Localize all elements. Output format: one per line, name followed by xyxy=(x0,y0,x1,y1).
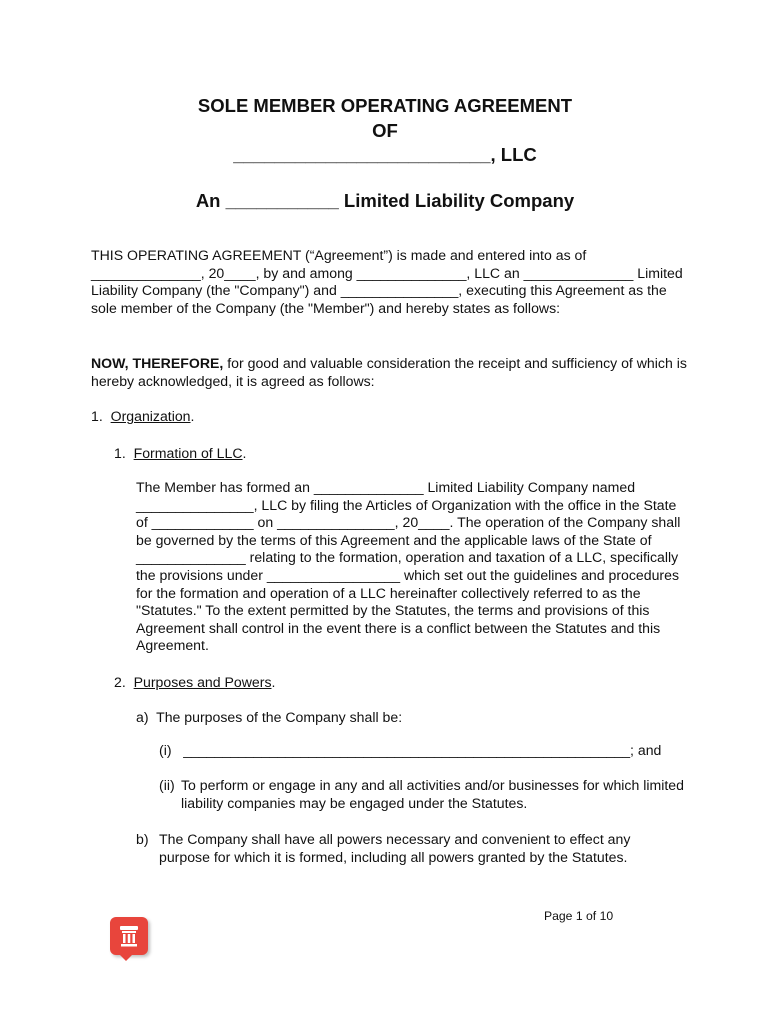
section-1-2-title: Purposes and Powers xyxy=(133,674,272,690)
section-1-suffix: . xyxy=(190,408,195,424)
now-therefore-lead: NOW, THEREFORE, xyxy=(91,355,224,371)
section-1-1-title: Formation of LLC xyxy=(133,445,243,461)
powers-item-b-text: The Company shall have all powers necessary and convenient to effect any purpose for which it is formed, including all powers granted by the Statutes. xyxy=(159,831,631,865)
doc-title-llc-name: _________________________, LLC xyxy=(233,144,537,165)
section-1-number: 1. xyxy=(91,408,103,424)
doc-title-line1: SOLE MEMBER OPERATING AGREEMENT xyxy=(197,95,573,116)
section-1-1-number: 1. xyxy=(114,445,126,461)
doc-title-line2: OF xyxy=(372,120,398,141)
purposes-item-a: a) The purposes of the Company shall be: xyxy=(136,709,403,725)
purposes-item-i: (i) _________________________________________________________; and xyxy=(159,742,662,758)
section-1-2-heading xyxy=(114,674,275,692)
document-cabinet-icon[interactable] xyxy=(110,917,148,955)
cabinet-glyph-icon xyxy=(119,925,139,947)
now-therefore-paragraph xyxy=(91,355,687,390)
now-therefore-rest: for good and valuable consideration the receipt and sufficiency of which is hereby acknowledged, it is agreed as follows: xyxy=(91,355,687,389)
section-1-2-suffix: . xyxy=(271,674,276,690)
section-1-title: Organization xyxy=(110,408,191,424)
section-1-1-heading xyxy=(114,445,246,463)
purposes-item-ii-label: (ii) xyxy=(159,777,175,793)
purposes-item-ii-text: To perform or engage in any and all activities and/or businesses for which limited liability companies may be engaged under the Statutes. xyxy=(181,777,684,811)
formation-paragraph: The Member has formed an ______________ Limited Liability Company named _______________, LLC by filing the Articles of Organization with the office in the State of _____________ on _______________, 20____. The operation of the Company shall be governed by the terms of this Agreement and the applicable laws of the State of ______________ relating to the formation, operation and taxation of a LLC, specifically the provisions under _________________ which set out the guidelines and procedures for the formation and operation of a LLC hereinafter collectively referred to as the "Statutes." To the extent permitted by the Statutes, the terms and provisions of this Agreement shall control in the event there is a conflict between the Statutes and this Agreement. xyxy=(136,479,681,654)
page-number: Page 1 of 10 xyxy=(544,909,614,923)
powers-item-b-label: b) xyxy=(136,831,149,847)
section-1-heading xyxy=(91,408,194,426)
doc-subtitle-company-type: An ___________ Limited Liability Company xyxy=(195,190,575,211)
section-1-2-number: 2. xyxy=(114,674,126,690)
section-1-1-suffix: . xyxy=(242,445,247,461)
intro-paragraph: THIS OPERATING AGREEMENT (“Agreement”) is made and entered into as of ______________, 20____, by and among ______________, LLC an ______________ Limited Liability Company (the "Company") and _______________, executing this Agreement as the sole member of the Company (the "Member") and hereby states as follows: xyxy=(91,247,683,316)
